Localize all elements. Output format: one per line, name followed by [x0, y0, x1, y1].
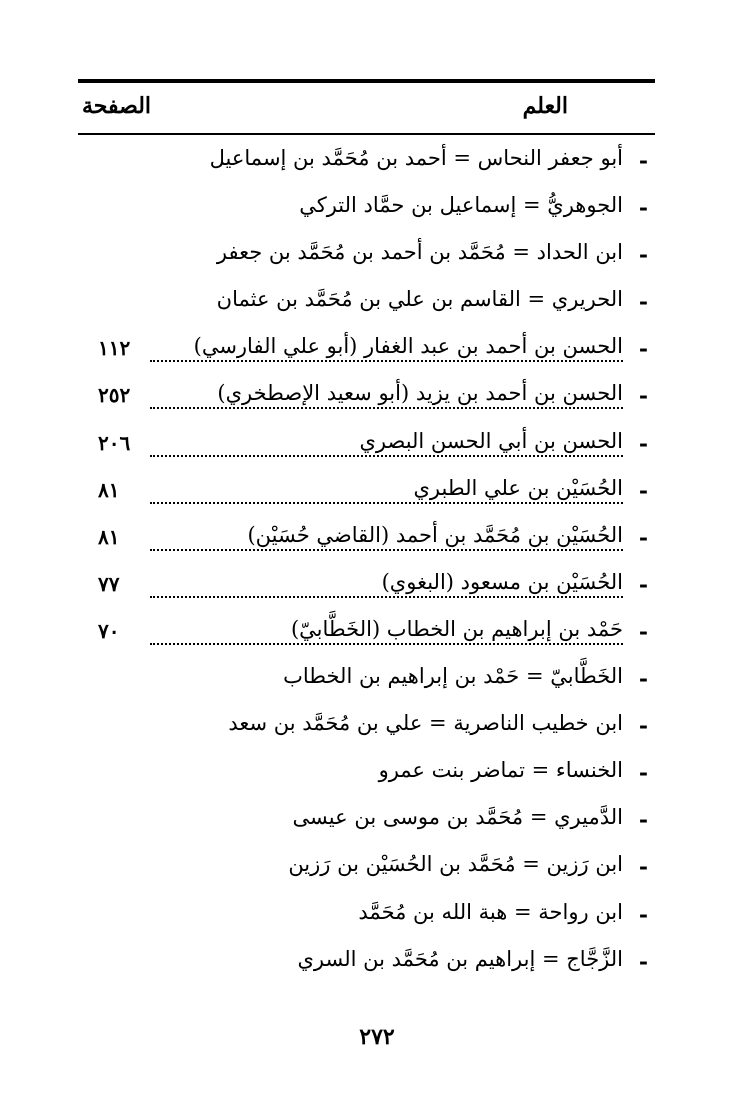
header-rule [78, 133, 655, 135]
index-entry [0, 754, 754, 801]
index-entry [0, 330, 754, 377]
dot-leader [150, 549, 623, 551]
index-entry [0, 801, 754, 848]
index-entry [0, 283, 754, 330]
entry-dash: - [638, 571, 648, 598]
entry-dash: - [638, 618, 648, 645]
entry-dash: - [638, 854, 648, 881]
entry-name: الحسن بن أحمد بن عبد الغفار (أبو علي الفارسي) [188, 334, 623, 358]
entry-dash: - [638, 195, 648, 222]
index-entry [0, 377, 754, 424]
index-entry [0, 848, 754, 895]
index-entry [0, 566, 754, 613]
entry-dash: - [638, 477, 648, 504]
entry-name: الخَطَّابيّ = حَمْد بن إبراهيم بن الخطاب [277, 664, 623, 688]
index-entry [0, 896, 754, 943]
dot-leader [150, 596, 623, 598]
entry-name: ابن رَزين = مُحَمَّد بن الحُسَيْن بن رَزين [282, 852, 623, 876]
dot-leader [150, 643, 623, 645]
entry-page-number: ٢٥٢ [98, 383, 131, 408]
entry-dash: - [638, 948, 648, 975]
entry-dash: - [638, 148, 648, 174]
entry-name: الحُسَيْن بن علي الطبري [407, 476, 623, 500]
index-entry [0, 613, 754, 660]
entry-dash: - [638, 524, 648, 551]
entry-name: الخنساء = تماضر بنت عمرو [373, 758, 623, 782]
index-entry [0, 707, 754, 754]
index-entry [0, 660, 754, 707]
entry-dash: - [638, 336, 648, 363]
entry-name: الجوهريُّ = إسماعيل بن حمَّاد التركي [293, 193, 623, 217]
entry-page-number: ٧٧ [98, 571, 120, 596]
entry-page-number: ١١٢ [98, 336, 131, 361]
index-entry [0, 472, 754, 519]
entry-dash: - [638, 901, 648, 928]
index-entry [0, 189, 754, 236]
entry-page-number: ٧٠ [98, 618, 120, 643]
entry-name: الحُسَيْن بن مسعود (البغوي) [376, 570, 623, 594]
dot-leader [150, 360, 623, 362]
index-entry [0, 236, 754, 283]
entry-page-number: ٨١ [98, 477, 120, 502]
entry-name: الزَّجَّاج = إبراهيم بن مُحَمَّد بن السري [291, 947, 623, 971]
entry-dash: - [638, 289, 648, 316]
entry-name: الحريري = القاسم بن علي بن مُحَمَّد بن عثمان [211, 287, 623, 311]
dot-leader [150, 502, 623, 504]
index-entry [0, 142, 754, 189]
page-column-header: الصفحة [82, 93, 152, 119]
index-entries [0, 142, 754, 990]
entry-name: الدَّميري = مُحَمَّد بن موسى بن عيسى [287, 805, 623, 829]
entry-dash: - [638, 242, 648, 269]
entry-name: حَمْد بن إبراهيم بن الخطاب (الخَطَّابيّ) [285, 617, 623, 641]
entry-name: ابن رواحة = هبة الله بن مُحَمَّد [352, 900, 623, 924]
entry-name: ابن الحداد = مُحَمَّد بن أحمد بن مُحَمَّد بن جعفر [211, 240, 623, 264]
entry-dash: - [638, 713, 648, 740]
top-rule [78, 79, 655, 83]
entry-dash: - [638, 666, 648, 693]
dot-leader [150, 455, 623, 457]
page-number: ٢٧٢ [359, 1024, 395, 1050]
entry-name: ابن خطيب الناصرية = علي بن مُحَمَّد بن سعد [222, 711, 623, 735]
entry-dash: - [638, 807, 648, 834]
index-entry [0, 519, 754, 566]
name-column-header: العلم [522, 93, 568, 119]
entry-page-number: ٢٠٦ [98, 430, 131, 455]
entry-dash: - [638, 383, 648, 410]
entry-dash: - [638, 430, 648, 457]
entry-dash: - [638, 760, 648, 787]
entry-name: أبو جعفر النحاس = أحمد بن مُحَمَّد بن إسماعيل [204, 146, 623, 170]
index-entry [0, 943, 754, 990]
entry-name: الحُسَيْن بن مُحَمَّد بن أحمد (القاضي حُسَيْن) [241, 523, 623, 547]
entry-name: الحسن بن أبي الحسن البصري [353, 429, 623, 453]
index-entry [0, 425, 754, 472]
dot-leader [150, 407, 623, 409]
entry-page-number: ٨١ [98, 524, 120, 549]
entry-name: الحسن بن أحمد بن يزيد (أبو سعيد الإصطخري) [211, 381, 623, 405]
